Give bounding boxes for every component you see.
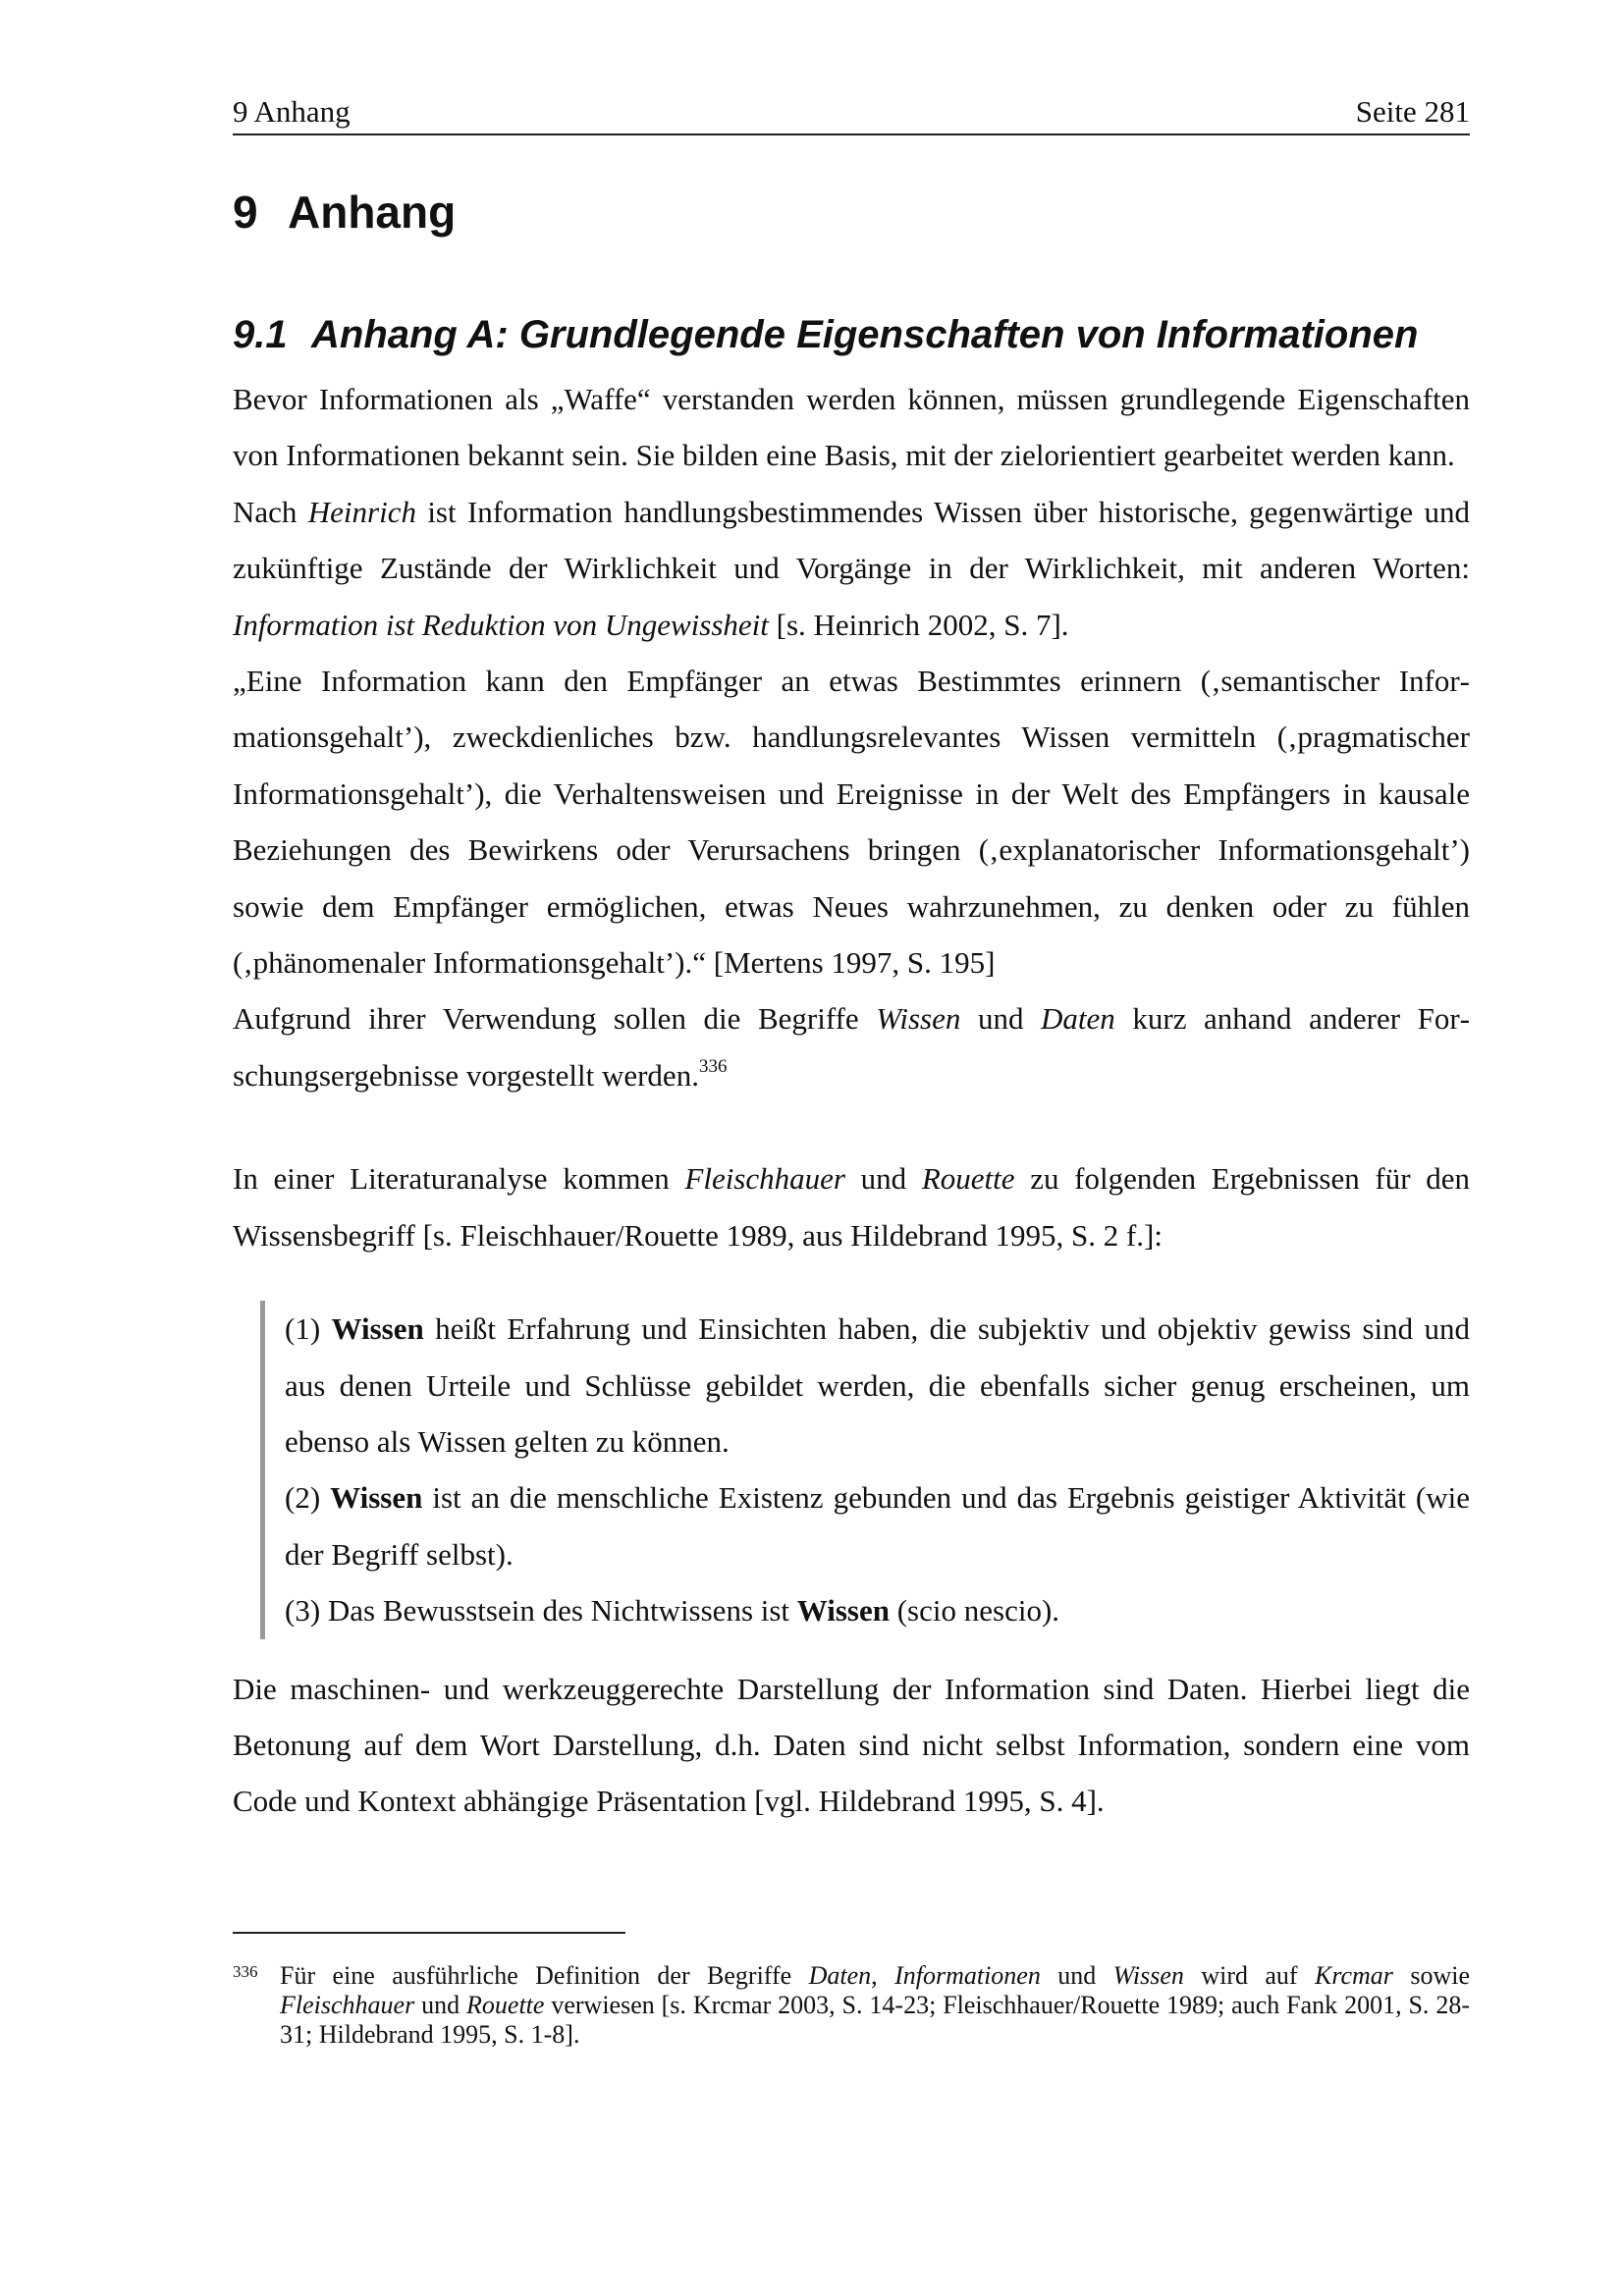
p2-author: Heinrich — [307, 494, 416, 529]
quote-item-2 — [285, 1469, 1470, 1582]
quote-3-term: Wissen — [796, 1593, 890, 1629]
section-number: 9.1 — [233, 313, 288, 356]
quote-item-3 — [285, 1582, 1470, 1638]
running-header — [233, 90, 1470, 135]
fn-text-a: Für eine ausführliche Definition der Begriffe — [280, 1960, 809, 1990]
p2-emphasis: Information ist Reduktion von Ungewissheit — [233, 607, 769, 642]
footnote-reference[interactable]: 336 — [698, 1055, 728, 1077]
quote-3-text-a: (3) Das Bewusstsein des Nichtwissens ist — [285, 1593, 797, 1629]
p4-text-b: und — [960, 1001, 1042, 1037]
quote-2-text: ist an die menschliche Existenz gebunden und das Ergebnis geistiger Aktivität (wie der Begriff selbst). — [285, 1480, 1470, 1572]
p4-text-a: Aufgrund ihrer Verwendung sollen die Begriffe — [233, 1001, 877, 1037]
p2-citation: [s. Heinrich 2002, S. 7]. — [768, 607, 1069, 642]
p4-term-wissen: Wissen — [876, 1001, 961, 1037]
p5-author-1: Fleischhauer — [684, 1161, 845, 1197]
fn-author-fleischhauer: Fleischhauer — [280, 1990, 415, 2019]
footnote-separator — [233, 1932, 625, 1934]
fn-term-wissen: Wissen — [1112, 1960, 1184, 1990]
body-text — [233, 371, 1470, 1263]
footnote-mark: 336 — [233, 1961, 258, 1981]
fn-text-e: sowie — [1392, 1960, 1471, 1990]
fn-text-b: , — [871, 1960, 895, 1990]
footnote-336 — [233, 1961, 1470, 2050]
fn-author-krcmar: Krcmar — [1315, 1960, 1393, 1990]
quote-2-term: Wissen — [330, 1480, 423, 1516]
section-heading — [233, 310, 1470, 359]
p2-text-b: ist Information handlungsbestimmendes Wissen über historische, gegenwärtige und zukünftige Zustände der Wirklichkeit und Vorgänge in der Wirklichkeit, mit anderen Worten: — [233, 494, 1470, 586]
fn-text-d: wird auf — [1183, 1960, 1315, 1990]
p4-term-daten: Daten — [1041, 1001, 1115, 1037]
p5-text-a: In einer Literaturanalyse kommen — [233, 1161, 685, 1197]
quote-item-1 — [285, 1301, 1470, 1469]
quote-3-text: (scio nescio). — [889, 1593, 1060, 1629]
paragraph-3-quote: „Eine Information kann den Empfänger an etwas Bestimmtes erinnern (‚semantischer Informationsgehalt’), zweckdienliches bzw. handlungsrelevantes Wissen vermitteln (‚pragmatischer Informationsgehalt’), die Verhaltensweisen und Ereignisse in der Welt des Empfängers in kausale Beziehungen des Bewirkens oder Verursachens bringen (‚explanatorischer Informationsgehalt’) sowie dem Empfänger ermöglichen, etwas Neues wahrzunehmen, zu denken oder zu fühlen (‚phänomenaler Informationsgehalt’).“ [Mertens 1997, S. 195] — [233, 664, 1470, 981]
p2-text-a: Nach — [233, 494, 308, 529]
quote-1-number: (1) — [285, 1311, 332, 1347]
section-title: Anhang A: Grundlegende Eigenschaften von Informationen — [311, 313, 1419, 356]
fn-text-g: verwiesen [s. Krcmar 2003, S. 14-23; Fleischhauer/Rouette 1989; auch Fank 2001, S. 28-31; Hildebrand 1995, S. 1-8]. — [280, 1990, 1471, 2049]
document-page — [233, 90, 1470, 2050]
paragraph-1: Bevor Informationen als „Waffe“ verstanden werden können, müssen grundlegende Eigenschaften von Informationen bekannt sein. Sie bilden eine Basis, mit der zielorientiert gearbeitet werden kann. — [233, 382, 1470, 473]
paragraph-6: Die maschinen- und werkzeuggerechte Darstellung der Information sind Daten. Hierbei liegt die Betonung auf dem Wort Darstellung, d.h. Daten sind nicht selbst Information, sondern eine vom Code und Kontext abhängige Präsentation [vgl. Hildebrand 1995, S. 4]. — [233, 1671, 1470, 1819]
paragraph-5 — [233, 1150, 1470, 1263]
fn-text-c: und — [1040, 1960, 1113, 1990]
p4-text-c: kurz anhand anderer Forschungsergebnisse vorgestellt werden. — [233, 1001, 1471, 1093]
body-text-continued — [233, 1661, 1470, 1830]
chapter-title: Anhang — [288, 187, 457, 238]
fn-term-daten: Daten — [808, 1960, 872, 1990]
fn-text-f: und — [414, 1990, 467, 2019]
p5-author-2: Rouette — [921, 1161, 1015, 1197]
quote-1-text: heißt Erfahrung und Einsichten haben, die subjektiv und objektiv gewiss sind und aus denen Urteile und Schlüsse gebildet werden, die ebenfalls sicher genug erscheinen, um ebenso als Wissen gelten zu können. — [285, 1311, 1470, 1459]
quote-1-term: Wissen — [331, 1311, 424, 1347]
block-quote — [260, 1301, 1470, 1638]
fn-author-rouette: Rouette — [466, 1990, 545, 2019]
footnote-text — [280, 1961, 1470, 2050]
p5-text-c: zu folgenden Ergebnissen für den Wissensbegriff [s. Fleischhauer/Rouette 1989, aus Hildebrand 1995, S. 2 f.]: — [233, 1161, 1471, 1253]
paragraph-4 — [233, 990, 1470, 1103]
paragraph-2 — [233, 484, 1470, 653]
quote-2-number: (2) — [285, 1480, 331, 1516]
chapter-heading — [233, 185, 1470, 240]
header-page-number: Seite 281 — [1355, 94, 1470, 129]
chapter-number: 9 — [233, 187, 258, 238]
fn-term-informationen: Informationen — [894, 1960, 1041, 1990]
header-chapter: 9 Anhang — [233, 94, 351, 129]
p5-text-b: und — [844, 1161, 922, 1197]
